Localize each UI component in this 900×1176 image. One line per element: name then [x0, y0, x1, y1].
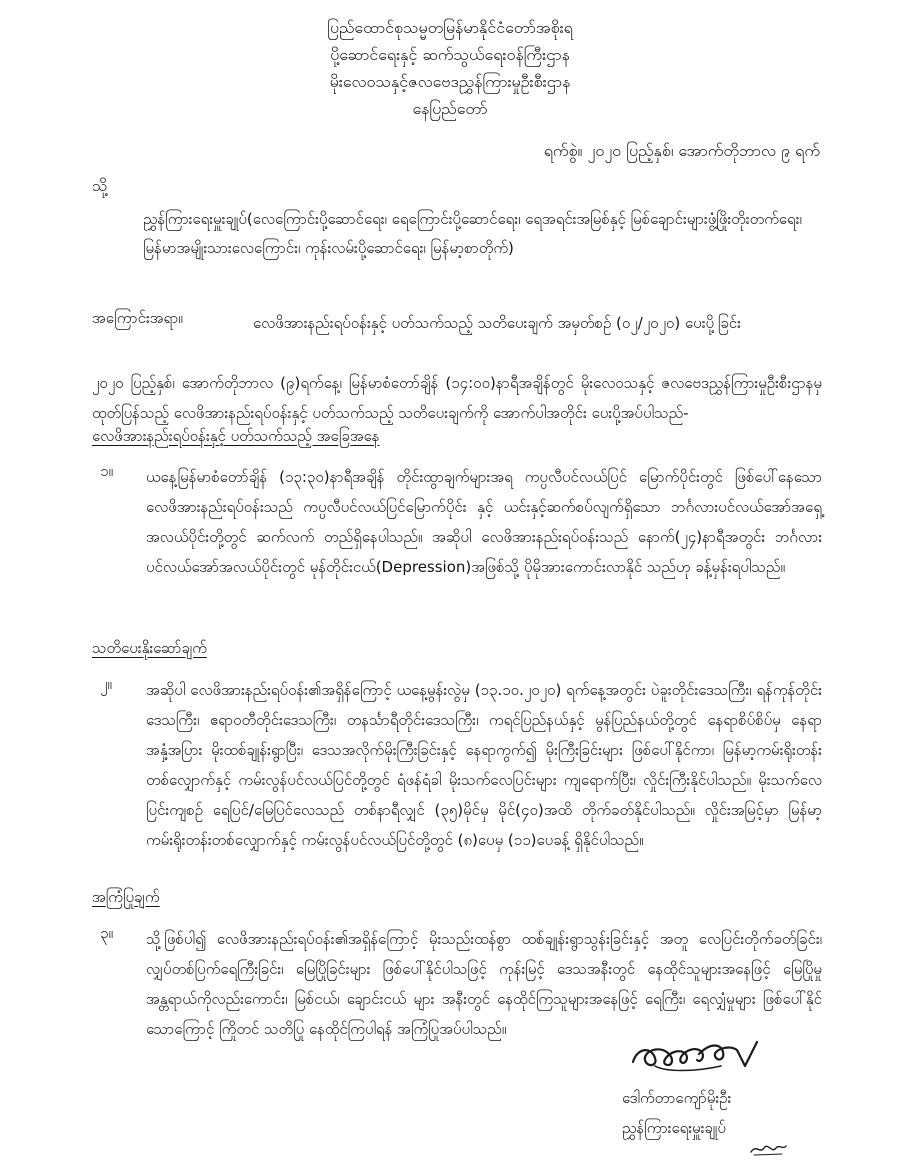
section-heading-situation: လေဖိအားနည်းရပ်ဝန်းနှင့် ပတ်သက်သည့် အခြေအနေ — [92, 427, 380, 445]
ministry-name: ပို့ဆောင်ရေးနှင့် ဆက်သွယ်ရေးဝန်ကြီးဌာန — [330, 45, 570, 64]
government-name: ပြည်ထောင်စုသမ္မတမြန်မာနိုင်ငံတော်အစိုးရ — [327, 18, 573, 37]
location-name: နေပြည်တော် — [412, 99, 488, 118]
signer-block — [622, 1083, 731, 1143]
paragraph-number: ၂။ — [100, 675, 112, 693]
subject-label: အကြောင်းအရာ။ — [92, 309, 183, 327]
letter-date: ရက်စွဲ။ ၂၀၂၀ ပြည့်နှစ်၊ အောက်တိုဘာလ ၉ ရက် — [543, 141, 820, 160]
intro-paragraph: ၂၀၂၀ ပြည့်နှစ်၊ အောက်တိုဘာလ (၉)ရက်နေ့၊ မြန်မာစံတော်ချိန် (၁၄:၀၀)နာရီအချိန်တွင် မိုးလေဝသနှင့် ဇလဗေဒညွှန်ကြားမှုဦးစီးဌာနမှ ထုတ်ပြန်သည့် လေဖိအားနည်းရပ်ဝန်းနှင့် ပတ်သက်သည့် သတိပေးချက်ကို အောက်ပါအတိုင်း ပေးပို့အပ်ပါသည်- — [92, 374, 822, 422]
initials-mark — [748, 1140, 788, 1158]
subject: လေဖိအားနည်းရပ်ဝန်းနှင့် ပတ်သက်သည့် သတိပေးချက် အမှတ်စဉ် (၀၂/၂၀၂၀) ပေးပို့ခြင်း — [253, 314, 741, 332]
to-label: သို့ — [92, 176, 108, 195]
signer-title: ညွှန်ကြားရေးမှူးချုပ် — [622, 1119, 726, 1137]
section-heading-advice: အကြံပြုချက် — [92, 888, 160, 906]
recipients: ညွှန်ကြားရေးမှူးချုပ်(လေကြောင်းပို့ဆောင်ရေး၊ ရေကြောင်းပို့ဆောင်ရေး၊ ရေအရင်းအမြစ်နှင့် မြစ်ချောင်းများဖွံ့ဖြိုးတိုးတက်ရေး၊ မြန်မာအမျိုးသားလေကြောင်း၊ ကုန်းလမ်းပို့ဆောင်ရေး၊ မြန်မာ့စာတိုက်) — [143, 210, 802, 257]
department-name: မိုးလေဝသနှင့်ဇလဗေဒညွှန်ကြားမှုဦးစီးဌာန — [329, 72, 571, 91]
letterhead — [240, 14, 660, 122]
paragraph-number: ၁။ — [100, 462, 113, 480]
section-heading-warning: သတိပေးနိုးဆော်ချက် — [92, 639, 207, 657]
signature-image — [625, 1036, 775, 1076]
paragraph-number: ၃။ — [100, 924, 113, 942]
signer-name: ဒေါက်တာကျော်မိုးဦး — [622, 1089, 732, 1107]
paragraph-situation: ယနေ့မြန်မာစံတော်ချိန် (၁၃:၃၀)နာရီအချိန် တိုင်းထွာချက်များအရ ကပ္ပလီပင်လယ်ပြင် မြောက်ပိုင်းတွင် ဖြစ်ပေါ်နေသော လေဖိအားနည်းရပ်ဝန်းသည် ကပ္ပလီပင်လယ်ပြင်မြောက်ပိုင်း နှင့် ယင်းနှင့်ဆက်စပ်လျက်ရှိသော ဘင်္ဂလားပင်လယ်အော်အရှေ့အလယ်ပိုင်းတို့တွင် ဆက်လက် တည်ရှိနေပါသည်။ အဆိုပါ လေဖိအားနည်းရပ်ဝန်းသည် နောက်(၂၄)နာရီအတွင်း ဘင်္ဂလား ပင်လယ်အော်အလယ်ပိုင်းတွင် မုန်တိုင်းငယ်(Depression)အဖြစ်သို့ ပိုမိုအားကောင်းလာနိုင် သည်ဟု ခန့်မှန်းရပါသည်။ — [146, 468, 822, 576]
paragraph-advice: သို့ဖြစ်ပါ၍ လေဖိအားနည်းရပ်ဝန်း၏အရှိန်ကြောင့် မိုးသည်းထန်စွာ ထစ်ချုန်းရွာသွန်းခြင်းနှင့် အတူ လေပြင်းတိုက်ခတ်ခြင်း၊ လျှပ်တစ်ပြက်ရေကြီးခြင်း၊ မြေပြိုခြင်းများ ဖြစ်ပေါ်နိုင်ပါသဖြင့် ကုန်းမြင့် ဒေသအနီးတွင် နေထိုင်သူများအနေဖြင့် မြေပြိုမှုအန္တရာယ်ကိုလည်းကောင်း၊ မြစ်ငယ်၊ ချောင်းငယ် များ အနီးတွင် နေထိုင်ကြသူများအနေဖြင့် ရေကြီး၊ ရေလျှံမှုများ ဖြစ်ပေါ်နိုင်သောကြောင့် ကြိုတင် သတိပြု နေထိုင်ကြပါရန် အကြံပြုအပ်ပါသည်။ — [146, 930, 822, 1038]
paragraph-warning: အဆိုပါ လေဖိအားနည်းရပ်ဝန်း၏အရှိန်ကြောင့် ယနေ့မွန်းလွဲမှ (၁၃.၁၀.၂၀၂၀) ရက်နေ့အတွင်း ပဲခူးတိုင်းဒေသကြီး၊ ရန်ကုန်တိုင်းဒေသကြီး၊ ဧရာဝတီတိုင်းဒေသကြီး၊ တနင်္သာရီတိုင်းဒေသကြီး၊ ကရင်ပြည်နယ်နှင့် မွန်ပြည်နယ်တို့တွင် နေရာစိပ်စိပ်မှ နေရာအနှံ့အပြား မိုးထစ်ချုန်းရွာပြီး၊ ဒေသအလိုက်မိုးကြီးခြင်းနှင့် နေရာကွက်၍ မိုးကြီးခြင်းများ ဖြစ်ပေါ်နိုင်ကာ၊ မြန်မာ့ကမ်းရိုးတန်း တစ်လျှောက်နှင့် ကမ်းလွန်ပင်လယ်ပြင်တို့တွင် ရံဖန်ရံခါ မိုးသက်လေပြင်းများ ကျရောက်ပြီး၊ လှိုင်းကြီးနိုင်ပါသည်။ မိုးသက်လေပြင်းကျစဉ် ရေပြင်/မြေပြင်လေသည် တစ်နာရီလျှင် (၃၅)မိုင်မှ မိုင်(၄၀)အထိ တိုက်ခတ်နိုင်ပါသည်။ လှိုင်းအမြင့်မှာ မြန်မာ့ကမ်းရိုးတန်းတစ်လျှောက်နှင့် ကမ်းလွန်ပင်လယ်ပြင်တို့တွင် (၈)ပေမှ (၁၁)ပေခန့် ရှိနိုင်ပါသည်။ — [146, 681, 822, 849]
